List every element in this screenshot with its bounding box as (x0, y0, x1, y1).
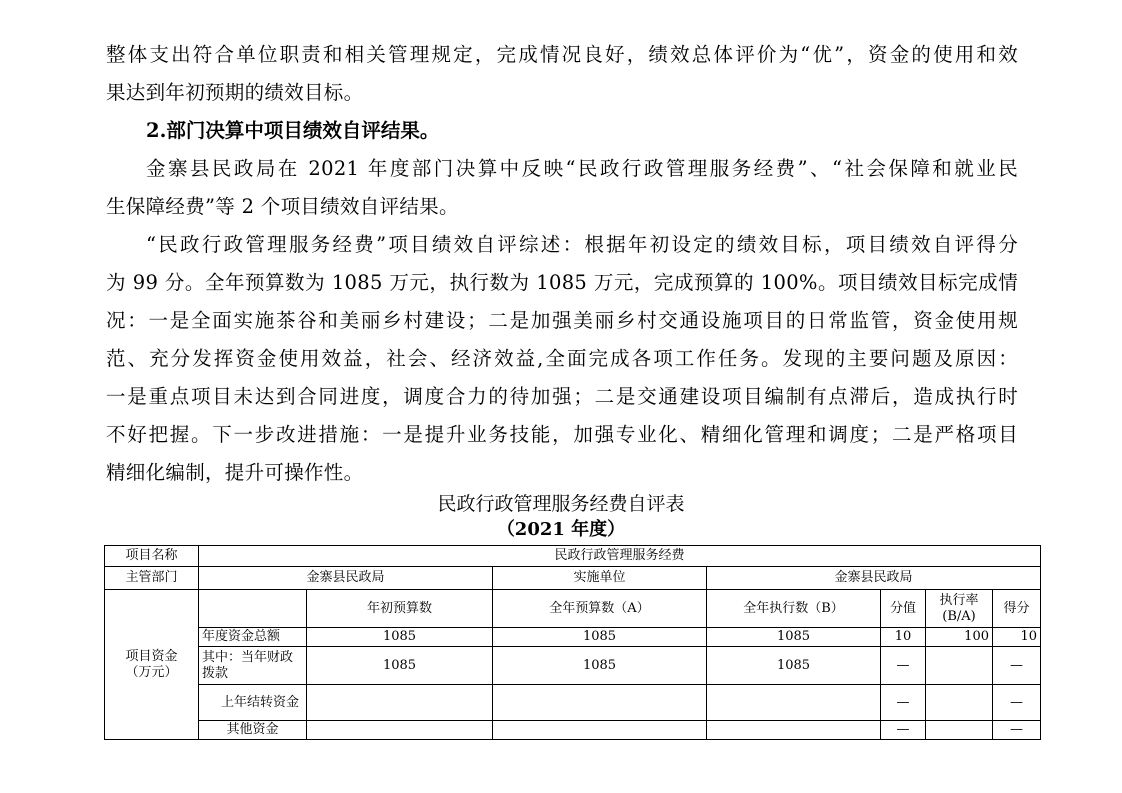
row-value: 10 (881, 628, 926, 647)
row-score: — (993, 685, 1041, 721)
paragraph-1-line-2: 果达到年初预期的绩效目标。 (106, 81, 364, 104)
funds-label (105, 590, 199, 740)
row-exec: 1085 (707, 628, 881, 647)
row-rate (926, 647, 993, 685)
paragraph-3-line-4: 范、充分发挥资金使用效益，社会、经济效益,全面完成各项工作任务。发现的主要问题及原因： (106, 347, 1018, 370)
paragraph-3-line-3: 况：一是全面实施茶谷和美丽乡村建设；二是加强美丽乡村交通设施项目的日常监管，资金使用规 (106, 309, 1018, 332)
row-annual: 1085 (493, 647, 707, 685)
row-rate (926, 685, 993, 721)
row-initial: 1085 (307, 647, 493, 685)
row-exec (707, 685, 881, 721)
impl-label: 实施单位 (493, 567, 707, 590)
paragraph-3-line-1: “民政行政管理服务经费”项目绩效自评综述：根据年初设定的绩效目标，项目绩效自评得分 (146, 233, 1018, 256)
project-name-label: 项目名称 (105, 546, 199, 567)
table-title: 民政行政管理服务经费自评表 (437, 493, 685, 515)
header-row (105, 590, 1041, 628)
row-annual (493, 685, 707, 721)
header-exec-rate-line-2: (B/A) (942, 608, 976, 624)
header-score: 得分 (993, 590, 1041, 628)
row-value: — (881, 721, 926, 740)
header-score-value: 分值 (881, 590, 926, 628)
paragraph-2-line-2: 生保障经费”等 2 个项目绩效自评结果。 (106, 195, 459, 218)
paragraph-3-line-5: 一是重点项目未达到合同进度，调度合力的待加强；二是交通建设项目编制有点滞后，造成执行时 (106, 385, 1018, 408)
table-row (105, 647, 1041, 685)
table-row (105, 628, 1041, 647)
row-label: 年度资金总额 (199, 628, 307, 647)
section-heading: 2.部门决算中项目绩效自评结果。 (146, 119, 440, 142)
table-row (105, 721, 1041, 740)
row-exec (707, 721, 881, 740)
row-rate: 100 (926, 628, 993, 647)
row-score: — (993, 647, 1041, 685)
funds-label-line-2: （万元） (125, 664, 178, 680)
paragraph-3-line-7: 精细化编制，提升可操作性。 (106, 461, 364, 484)
evaluation-table (104, 545, 1041, 740)
row-rate (926, 721, 993, 740)
row-score: — (993, 721, 1041, 740)
row-label: 其中：当年财政拨款 (199, 647, 307, 685)
project-name-row (105, 546, 1041, 567)
table-row (105, 685, 1041, 721)
paragraph-1-line-1: 整体支出符合单位职责和相关管理规定，完成情况良好，绩效总体评价为“优”，资金的使用和效 (106, 43, 1018, 66)
header-initial-budget: 年初预算数 (307, 590, 493, 628)
paragraph-3-line-6: 不好把握。下一步改进措施：一是提升业务技能，加强专业化、精细化管理和调度；二是严格项目 (106, 423, 1018, 446)
header-exec-rate-line-1: 执行率 (939, 592, 979, 608)
row-score: 10 (993, 628, 1041, 647)
row-initial (307, 685, 493, 721)
impl-value: 金寨县民政局 (707, 567, 1041, 590)
row-initial (307, 721, 493, 740)
row-label: 其他资金 (199, 721, 307, 740)
row-value: — (881, 685, 926, 721)
row-label: 上年结转资金 (199, 685, 307, 721)
funds-label-line-1: 项目资金 (125, 648, 178, 664)
project-name-value: 民政行政管理服务经费 (199, 546, 1041, 567)
header-exec-rate (926, 590, 993, 628)
paragraph-3-line-2: 为 99 分。全年预算数为 1085 万元，执行数为 1085 万元，完成预算的 100%。项目绩效目标完成情 (106, 271, 1018, 294)
department-row (105, 567, 1041, 590)
header-annual-budget: 全年预算数（A） (493, 590, 707, 628)
row-value: — (881, 647, 926, 685)
header-blank (199, 590, 307, 628)
dept-value: 金寨县民政局 (199, 567, 493, 590)
paragraph-2-line-1: 金寨县民政局在 2021 年度部门决算中反映“民政行政管理服务经费”、“社会保障和就业民 (146, 157, 1018, 180)
row-exec: 1085 (707, 647, 881, 685)
row-initial: 1085 (307, 628, 493, 647)
row-annual (493, 721, 707, 740)
header-annual-exec: 全年执行数（B） (707, 590, 881, 628)
dept-label: 主管部门 (105, 567, 199, 590)
row-annual: 1085 (493, 628, 707, 647)
table-subtitle: （2021 年度） (496, 519, 626, 540)
